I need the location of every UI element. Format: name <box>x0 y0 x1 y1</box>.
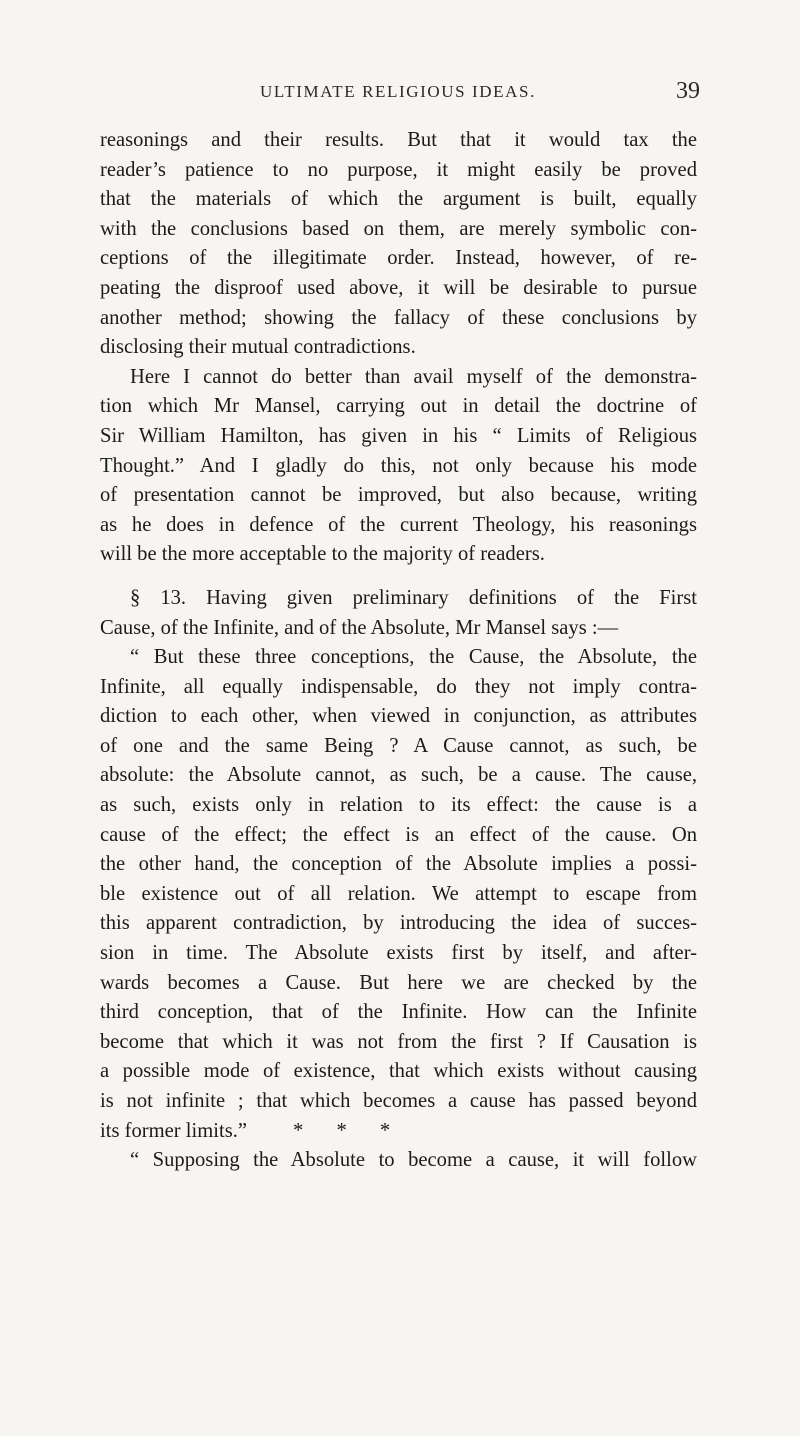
text-line: reasonings and their results. But that it would tax the <box>100 129 697 151</box>
quote-line: the other hand, the conception of the Absolute implies a possi- <box>100 853 697 876</box>
section-gap <box>100 570 697 584</box>
ellipsis-asterisks: * * * <box>293 1119 391 1142</box>
quote-line: this apparent contradiction, by introducing the idea of succes- <box>100 912 697 935</box>
quote-line: a possible mode of existence, that which exists without causing <box>100 1060 697 1083</box>
text-line: Here I cannot do better than avail myself of the demonstra- <box>130 365 697 388</box>
quote-line: sion in time. The Absolute exists first by itself, and after- <box>100 942 697 965</box>
quote-line: “ Supposing the Absolute to become a cause, it will follow <box>130 1149 697 1172</box>
text-line: that the materials of which the argument is built, equally <box>100 188 697 211</box>
body-text <box>100 126 697 1176</box>
text-line: with the conclusions based on them, are merely symbolic con- <box>100 217 697 240</box>
text-line: reader’s patience to no purpose, it might easily be proved <box>100 158 697 181</box>
quote-line: as such, exists only in relation to its effect: the cause is a <box>100 794 697 817</box>
text-line: will be the more acceptable to the majority of readers. <box>100 543 545 566</box>
text-line: Thought.” And I gladly do this, not only because his mode <box>100 454 697 477</box>
quote-line: wards becomes a Cause. But here we are checked by the <box>100 971 697 994</box>
quote-line: “ But these three conceptions, the Cause, the Absolute, the <box>130 646 697 669</box>
text-line: ceptions of the illegitimate order. Instead, however, of re- <box>100 247 697 270</box>
text-line: another method; showing the fallacy of these conclusions by <box>100 306 697 329</box>
running-title: ULTIMATE RELIGIOUS IDEAS. <box>260 82 536 101</box>
quote-line: become that which it was not from the first ? If Causation is <box>100 1030 697 1053</box>
quote-line: cause of the effect; the effect is an effect of the cause. On <box>100 823 697 846</box>
text-line: as he does in defence of the current Theology, his reasonings <box>100 513 697 536</box>
page-number: 39 <box>676 78 700 104</box>
quote-last-line <box>100 1117 697 1147</box>
text-line: Sir William Hamilton, has given in his “ Limits of Religious <box>100 424 697 447</box>
running-head <box>100 78 700 106</box>
text-line: of presentation cannot be improved, but also because, writing <box>100 484 697 507</box>
quote-line: of one and the same Being ? A Cause cannot, as such, be <box>100 734 697 757</box>
text-line: Cause, of the Infinite, and of the Absolute, Mr Mansel says :— <box>100 616 619 639</box>
quote-line: ble existence out of all relation. We attempt to escape from <box>100 882 697 905</box>
quote-line: third conception, that of the Infinite. How can the Infinite <box>100 1001 697 1024</box>
quote-line: absolute: the Absolute cannot, as such, be a cause. The cause, <box>100 764 697 787</box>
section-heading-line: § 13. Having given preliminary definitions of the First <box>130 586 697 609</box>
quote-line: Infinite, all equally indispensable, do they not imply contra- <box>100 675 697 698</box>
quote-line: diction to each other, when viewed in conjunction, as attributes <box>100 705 697 728</box>
quote-end-text: its former limits.” <box>100 1119 247 1142</box>
quote-line: is not infinite ; that which becomes a cause has passed beyond <box>100 1090 697 1112</box>
text-line: tion which Mr Mansel, carrying out in detail the doctrine of <box>100 395 697 418</box>
text-line: disclosing their mutual contradictions. <box>100 336 416 359</box>
text-line: peating the disproof used above, it will be desirable to pursue <box>100 276 697 299</box>
